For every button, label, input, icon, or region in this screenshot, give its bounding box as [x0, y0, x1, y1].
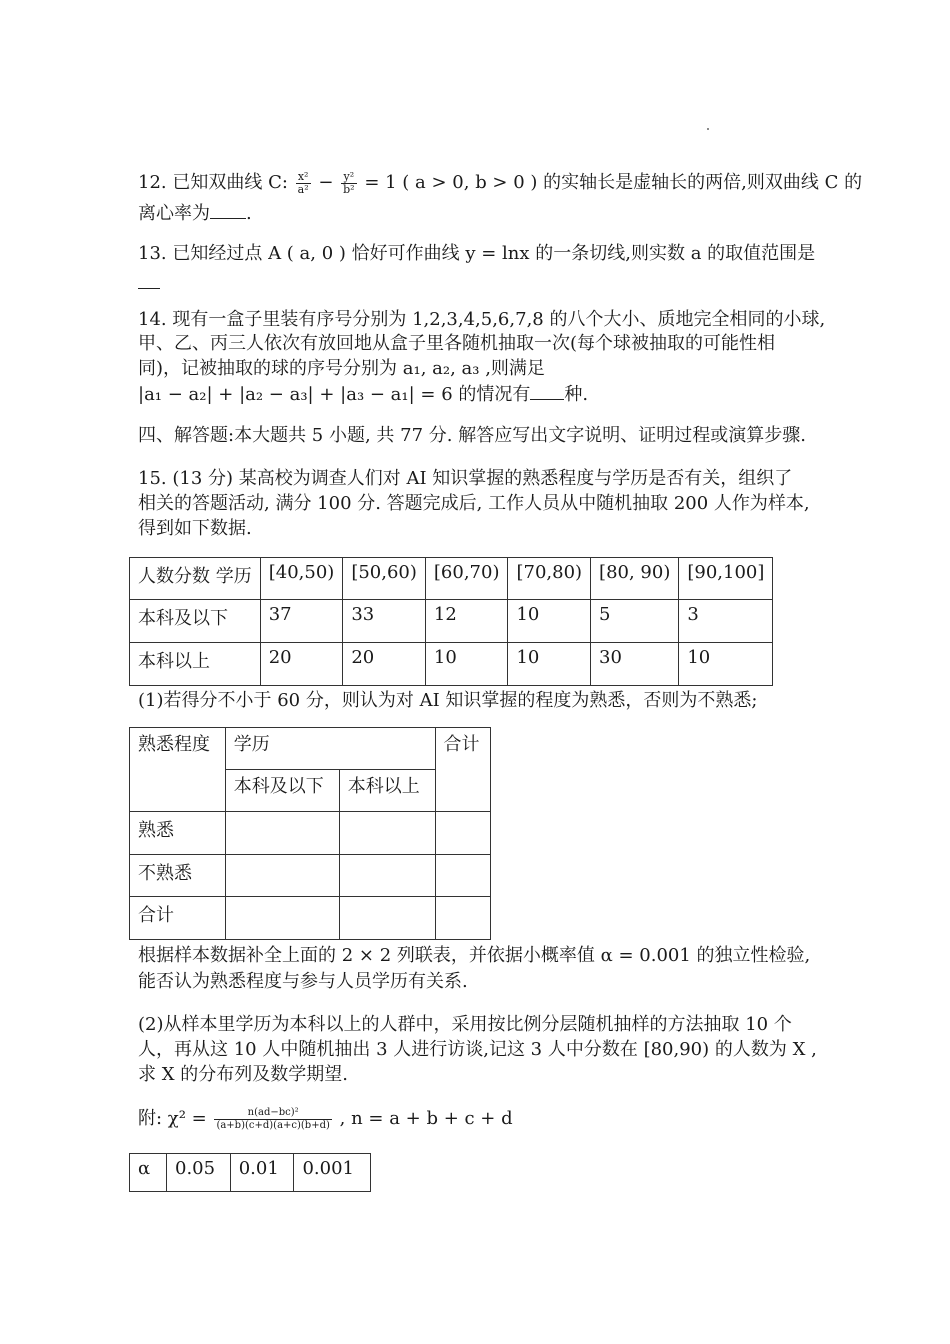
q12-line2-end: . — [246, 203, 252, 224]
table2-empty-cell[interactable] — [225, 897, 339, 940]
alpha-value: 0.05 — [167, 1154, 231, 1192]
q12-line2-text: 离心率为 — [138, 203, 210, 224]
q14-line4-end: 种. — [564, 384, 589, 405]
section4-heading: 四、解答题:本大题共 5 小题, 共 77 分. 解答应写出文字说明、证明过程或演算步骤. — [138, 425, 806, 446]
table1-cell: 10 — [508, 643, 591, 686]
table1-cell: 20 — [343, 643, 426, 686]
table1-cell: 12 — [425, 600, 508, 643]
contingency-table — [129, 727, 491, 940]
table2-total-header: 合计 — [435, 728, 491, 812]
table1-cell: 10 — [425, 643, 508, 686]
table2-row-label: 熟悉 — [130, 812, 226, 855]
table1-header-cell: [80, 90) — [591, 558, 679, 600]
q13-answer-blank — [138, 270, 160, 289]
table1-cell: 3 — [679, 600, 773, 643]
alpha-value: 0.001 — [294, 1154, 371, 1192]
q15-part2-line1: (2)从样本里学历为本科以上的人群中，采用按比例分层随机抽样的方法抽取 10 个 — [138, 1014, 792, 1035]
q15-part2-line3: 求 X 的分布列及数学期望. — [138, 1064, 348, 1085]
table2-empty-cell[interactable] — [435, 897, 491, 940]
table1-row — [130, 643, 773, 686]
table2-header-row — [130, 728, 491, 770]
table1-cell: 10 — [679, 643, 773, 686]
stray-mark — [707, 128, 709, 130]
table2-row — [130, 855, 491, 897]
table2-education-header: 学历 — [225, 728, 435, 770]
q12-fraction-x — [296, 171, 311, 196]
table2-row — [130, 897, 491, 940]
table1-header-cell: [40,50) — [260, 558, 343, 600]
table1-row — [130, 600, 773, 643]
chi-square-numerator: n(ad−bc)² — [214, 1107, 331, 1120]
q12-line1 — [138, 170, 862, 196]
alpha-table — [129, 1153, 371, 1192]
table2-row-label: 不熟悉 — [130, 855, 226, 897]
q15-part1: (1)若得分不小于 60 分，则认为对 AI 知识掌握的程度为熟悉，否则为不熟悉; — [138, 690, 758, 711]
table1-cell: 10 — [508, 600, 591, 643]
appendix-prefix: 附: χ² = — [138, 1108, 213, 1129]
q12-answer-blank — [210, 200, 246, 219]
table2-empty-cell[interactable] — [225, 812, 339, 855]
alpha-value: 0.01 — [230, 1154, 294, 1192]
table2-col-above-bachelor: 本科以上 — [339, 770, 435, 812]
q12-frac2-den: b² — [343, 182, 355, 196]
table1-header-cell: [70,80) — [508, 558, 591, 600]
q12-prefix: 12. 已知双曲线 C: — [138, 172, 294, 193]
q12-suffix: = 1 ( a > 0, b > 0 ) 的实轴长是虚轴长的两倍,则双曲线 C 的 — [358, 172, 863, 193]
q15-line2: 相关的答题活动, 满分 100 分. 答题完成后, 工作人员从中随机抽取 200 人作为样本, — [138, 493, 810, 514]
q15-after-table-line2: 能否认为熟悉程度与参与人员学历有关系. — [138, 971, 468, 992]
q15-after-table-line1: 根据样本数据补全上面的 2 × 2 列联表，并依据小概率值 α = 0.001 的独立性检验, — [138, 945, 811, 966]
q12-fraction-y — [341, 171, 356, 196]
table1-cell: 30 — [591, 643, 679, 686]
table1-cell: 5 — [591, 600, 679, 643]
q13-line1: 13. 已知经过点 A ( a, 0 ) 恰好可作曲线 y = lnx 的一条切线,则实数 a 的取值范围是 — [138, 243, 816, 264]
q15-part2-line2: 人，再从这 10 人中随机抽出 3 人进行访谈,记这 3 人中分数在 [80,90) 的人数为 X , — [138, 1039, 817, 1060]
chi-square-denominator: (a+b)(c+d)(a+c)(b+d) — [216, 1119, 330, 1131]
q12-frac1-num: x² — [296, 171, 311, 184]
q14-line2: 甲、乙、丙三人依次有放回地从盒子里各随机抽取一次(每个球被抽取的可能性相 — [138, 333, 776, 354]
q15-line1: 15. (13 分) 某高校为调查人们对 AI 知识掌握的熟悉程度与学历是否有关，组织了 — [138, 468, 793, 489]
q15-line3: 得到如下数据. — [138, 518, 252, 539]
table2-empty-cell[interactable] — [225, 855, 339, 897]
table2-empty-cell[interactable] — [435, 812, 491, 855]
table1-row-label: 本科及以下 — [130, 600, 261, 643]
q14-line3: 同)，记被抽取的球的序号分别为 a₁, a₂, a₃ ,则满足 — [138, 358, 545, 379]
q12-line2 — [138, 200, 252, 227]
alpha-label: α — [130, 1154, 167, 1192]
table2-col-below-bachelor: 本科及以下 — [225, 770, 339, 812]
chi-square-fraction — [214, 1107, 331, 1132]
table2-row — [130, 812, 491, 855]
table1-header-cell: [50,60) — [343, 558, 426, 600]
table2-empty-cell[interactable] — [339, 897, 435, 940]
q14-line4 — [138, 381, 588, 408]
q14-line1: 14. 现有一盒子里装有序号分别为 1,2,3,4,5,6,7,8 的八个大小、质地完全相同的小球, — [138, 309, 826, 330]
table2-corner: 熟悉程度 — [130, 728, 226, 812]
table1-corner: 人数分数 学历 — [130, 558, 261, 600]
table1-cell: 20 — [260, 643, 343, 686]
table2-row-label: 合计 — [130, 897, 226, 940]
table1-cell: 37 — [260, 600, 343, 643]
table1-cell: 33 — [343, 600, 426, 643]
appendix-formula — [138, 1106, 513, 1132]
table1-header-cell: [90,100] — [679, 558, 773, 600]
q12-frac1-den: a² — [297, 182, 309, 196]
q12-minus: − — [312, 172, 340, 193]
table1-header-row — [130, 558, 773, 600]
table2-empty-cell[interactable] — [435, 855, 491, 897]
score-distribution-table — [129, 557, 773, 686]
table2-empty-cell[interactable] — [339, 855, 435, 897]
table1-header-cell: [60,70) — [425, 558, 508, 600]
q14-formula: |a₁ − a₂| + |a₂ − a₃| + |a₃ − a₁| = 6 的情况有 — [138, 384, 531, 405]
q13-line2 — [138, 270, 160, 297]
q14-answer-blank — [530, 381, 564, 400]
appendix-suffix: , n = a + b + c + d — [333, 1108, 513, 1129]
table1-row-label: 本科以上 — [130, 643, 261, 686]
alpha-row — [130, 1154, 371, 1192]
table2-empty-cell[interactable] — [339, 812, 435, 855]
q12-frac2-num: y² — [341, 171, 356, 184]
